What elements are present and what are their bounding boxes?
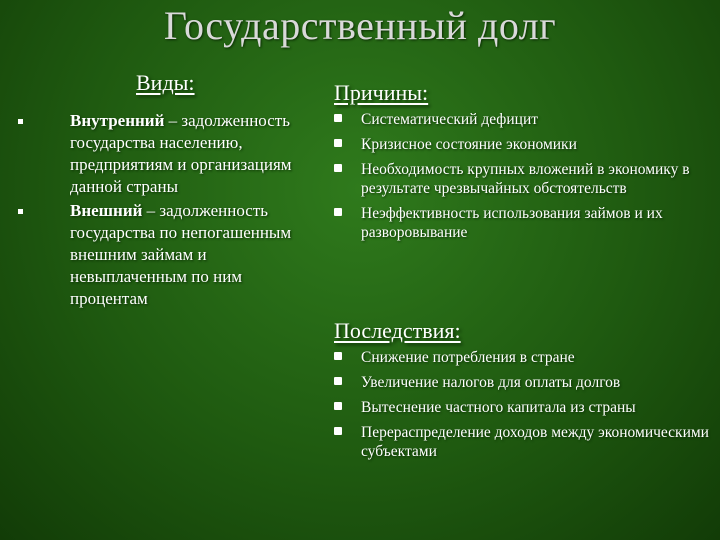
square-bullet-icon	[334, 377, 342, 385]
list-item	[334, 398, 714, 417]
consequences-heading: Последствия:	[334, 318, 461, 343]
causes-list	[334, 110, 714, 248]
cause-text: Необходимость крупных вложений в экономику в результате чрезвычайных обстоятельств	[361, 161, 690, 197]
cause-text: Кризисное состояние экономики	[361, 136, 577, 153]
square-bullet-icon	[18, 209, 23, 214]
type-term: Внутренний	[70, 111, 165, 130]
square-bullet-icon	[334, 352, 342, 360]
causes-heading: Причины:	[334, 80, 429, 105]
square-bullet-icon	[334, 164, 342, 172]
square-bullet-icon	[334, 208, 342, 216]
list-item	[334, 135, 714, 154]
square-bullet-icon	[334, 114, 342, 122]
square-bullet-icon	[18, 119, 23, 124]
consequence-text: Вытеснение частного капитала из страны	[361, 399, 636, 416]
cause-text: Неэффективность использования займов и их разворовывание	[361, 205, 663, 241]
type-term: Внешний	[70, 201, 143, 220]
square-bullet-icon	[334, 427, 342, 435]
list-item	[334, 373, 714, 392]
cause-text: Систематический дефицит	[361, 111, 539, 128]
list-item	[18, 200, 318, 310]
list-item	[334, 160, 714, 198]
list-item	[334, 204, 714, 242]
consequences-list	[334, 348, 714, 467]
types-list	[18, 110, 318, 312]
square-bullet-icon	[334, 402, 342, 410]
consequence-text: Увеличение налогов для оплаты долгов	[361, 374, 621, 391]
slide-title: Государственный долг	[163, 3, 557, 48]
type-description: – задолженность государства по непогашенным внешним займам и невыплаченным по ним процентам	[70, 201, 292, 308]
types-heading: Виды:	[136, 70, 195, 95]
consequence-text: Перераспределение доходов между экономическими субъектами	[361, 424, 709, 460]
list-item	[334, 348, 714, 367]
type-description: – задолженность государства населению, предприятиям и организациям данной страны	[70, 111, 292, 196]
consequence-text: Снижение потребления в стране	[361, 349, 575, 366]
list-item	[334, 110, 714, 129]
list-item	[334, 423, 714, 461]
list-item	[18, 110, 318, 198]
square-bullet-icon	[334, 139, 342, 147]
